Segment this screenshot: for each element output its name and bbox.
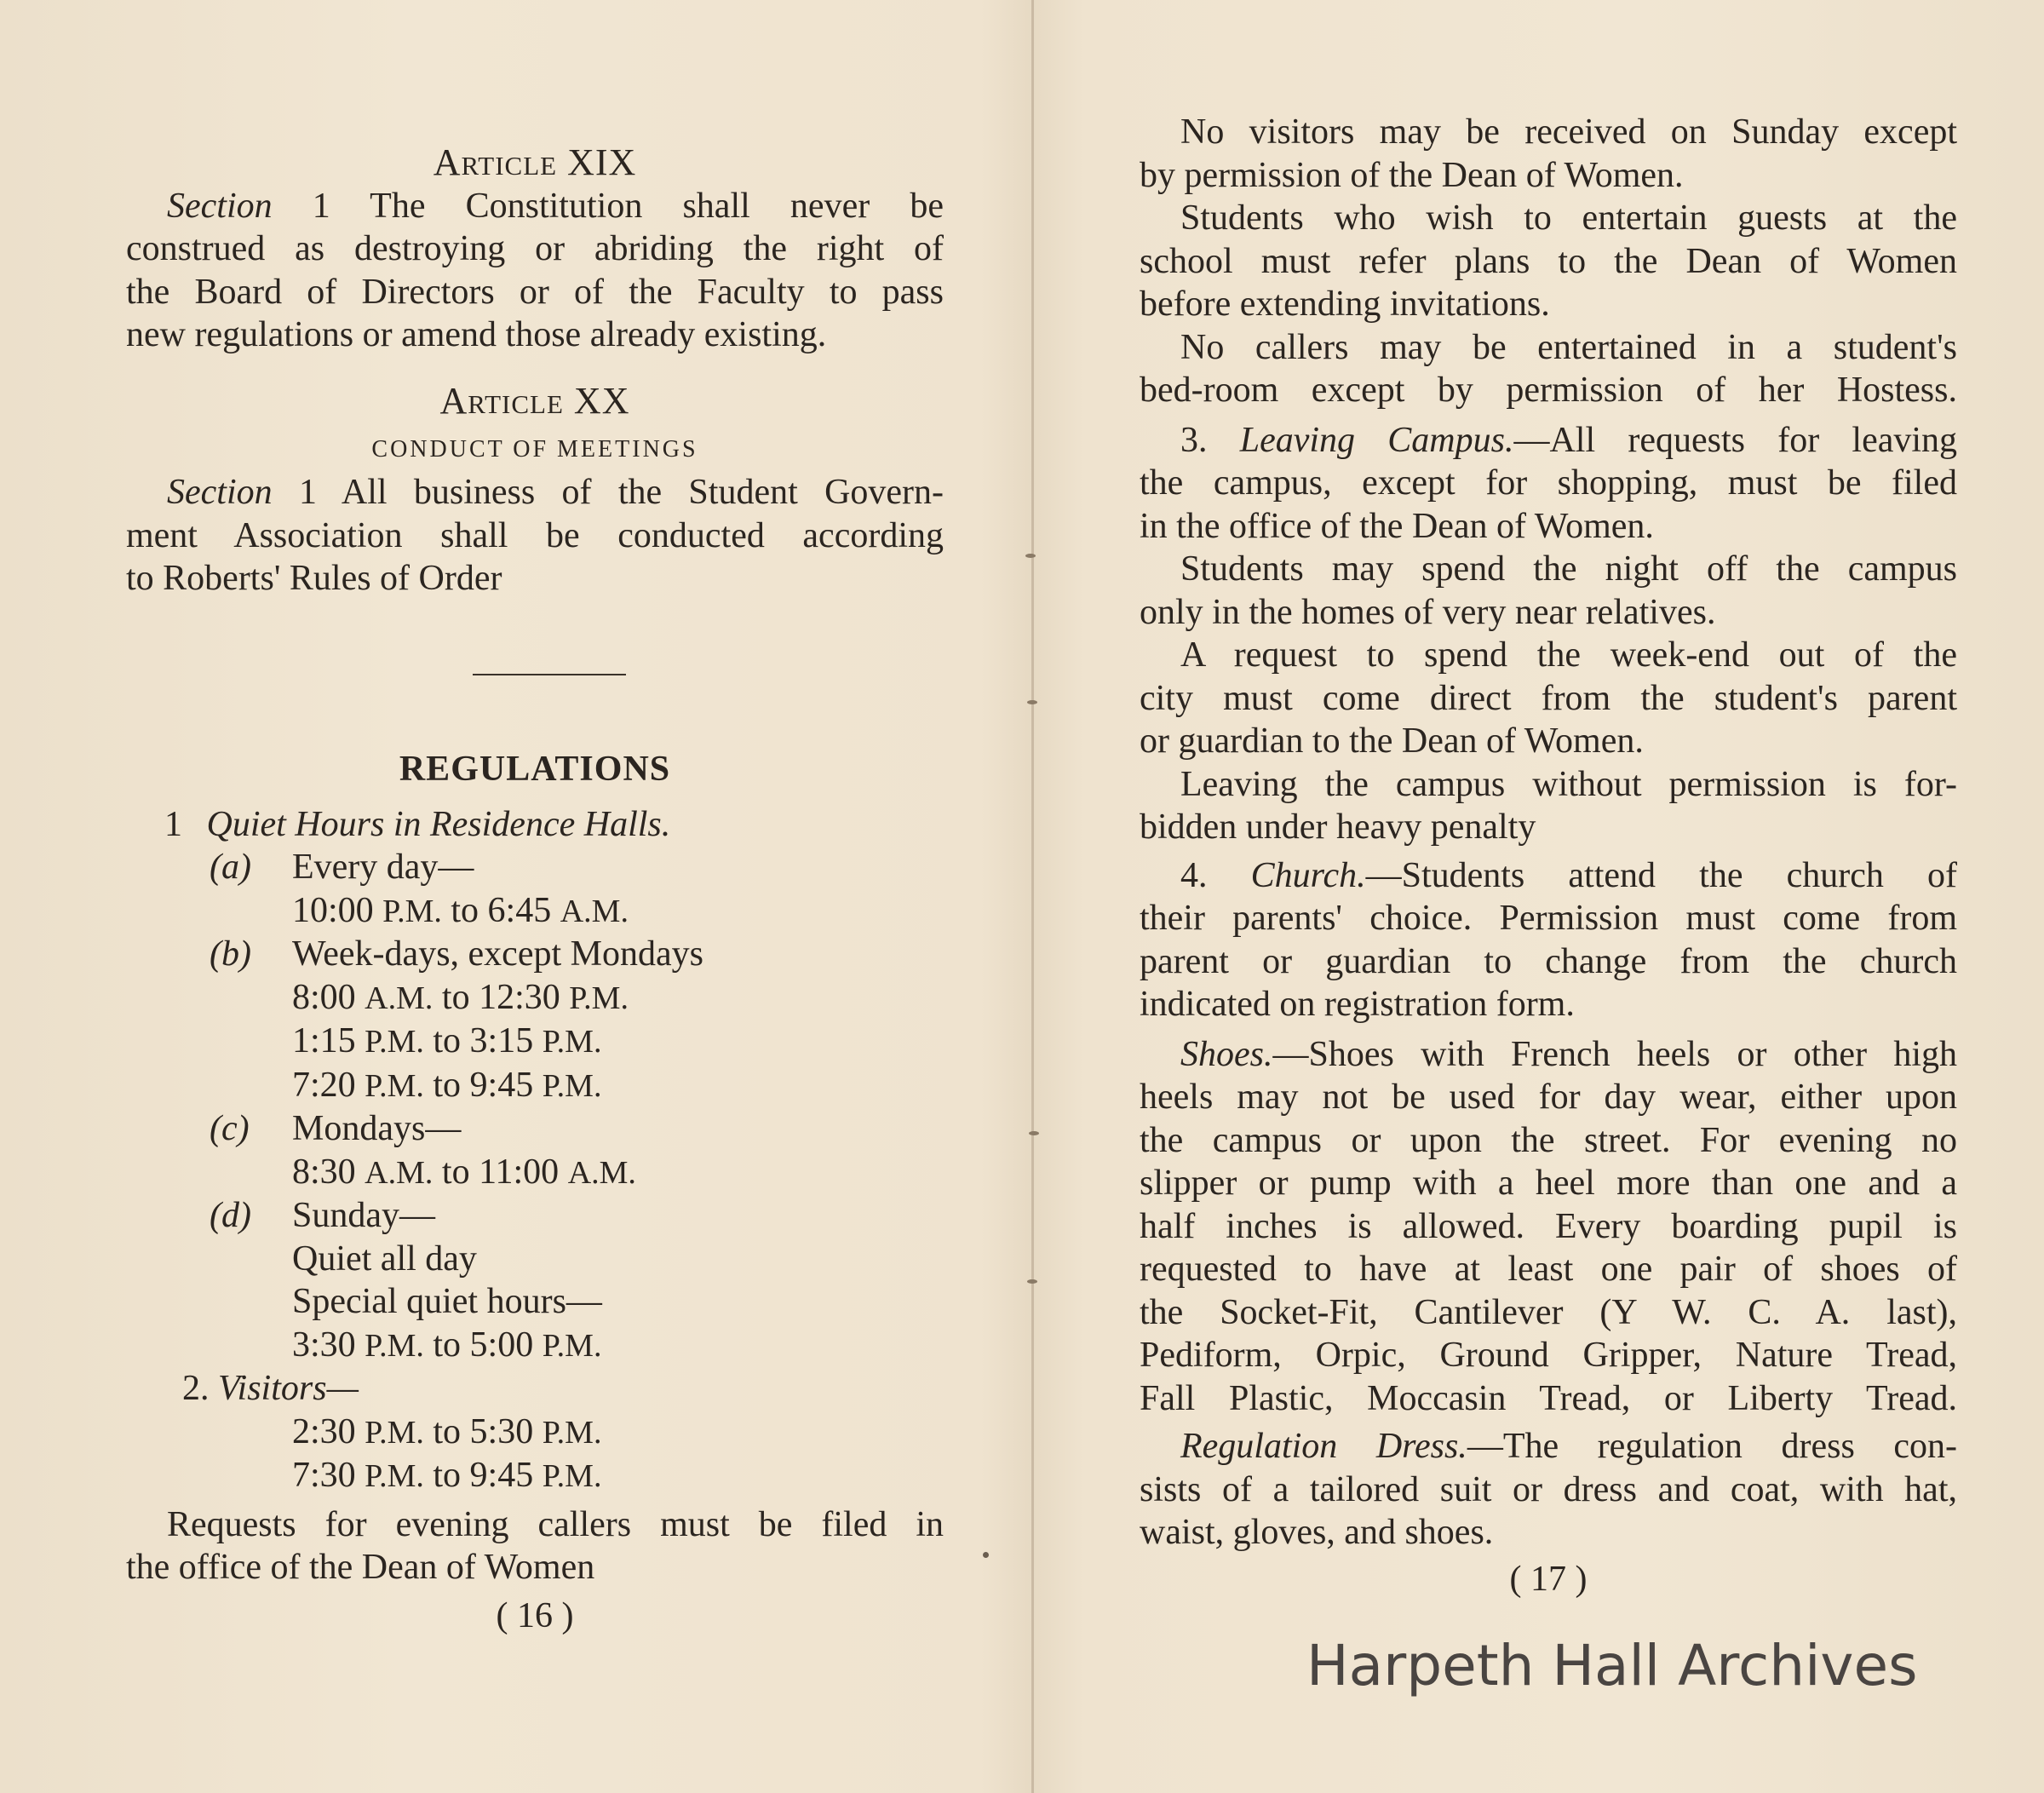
visitors-heading (126, 1367, 944, 1411)
time-suffix: P.M. (365, 1458, 424, 1494)
church-line-1 (1140, 854, 1957, 898)
dress-text-1: —The regulation dress con- (1467, 1427, 1957, 1466)
time-suffix: A.M. (365, 980, 433, 1016)
time-suffix: P.M. (542, 1024, 602, 1060)
p5-line-3: or guardian to the Dean of Women. (1140, 721, 1644, 761)
leaving-line-2: the campus, except for shopping, must be filed (1140, 463, 1957, 503)
article-xx-line-2: ment Association shall be conducted according (126, 515, 944, 555)
leaving-line-1 (1140, 419, 1957, 463)
time-range: Quiet all day (292, 1238, 477, 1279)
time-range: 8:00 A.M. to 12:30 P.M. (292, 977, 629, 1017)
shoes-title: Shoes. (1180, 1034, 1273, 1074)
section-divider (473, 674, 626, 675)
page-number-left: ( 16 ) (496, 1595, 574, 1635)
shoes-text-1: —Shoes with French heels or other high (1272, 1034, 1957, 1074)
staple-mark (1025, 554, 1036, 558)
time-suffix: P.M. (569, 980, 629, 1016)
item-letter: (d) (210, 1196, 251, 1235)
article-xix-line-1 (126, 185, 944, 228)
time-range: 10:00 P.M. to 6:45 A.M. (292, 890, 629, 930)
quiet-hours-heading (126, 803, 944, 847)
p1-line-1: No visitors may be received on Sunday except (1180, 112, 1957, 152)
time-suffix: A.M. (567, 1154, 636, 1191)
time-range: 1:15 P.M. to 3:15 P.M. (292, 1021, 602, 1060)
dress-line-3: waist, gloves, and shoes. (1140, 1513, 1494, 1552)
staple-mark (1029, 1131, 1039, 1135)
time-range: 3:30 P.M. to 5:00 P.M. (292, 1325, 602, 1365)
closing-line-1: Requests for evening callers must be filed in (167, 1504, 944, 1544)
quiet-hours-item (126, 846, 944, 889)
article-xx (126, 380, 944, 601)
leaving-text-1: —All requests for leaving (1513, 420, 1958, 460)
section-num: 1 (312, 186, 330, 226)
leaving-num: 3. (1180, 420, 1208, 460)
church-title: Church. (1250, 855, 1366, 895)
time-range: 8:30 A.M. to 11:00 A.M. (292, 1152, 636, 1192)
quiet-hours-list (126, 846, 944, 1367)
article-xx-text-1: All business of the Student Govern- (341, 473, 944, 512)
shoes-line: heels may not be used for day wear, either upon (1140, 1078, 1957, 1117)
article-xx-line-3: to Roberts' Rules of Order (126, 559, 502, 598)
visitor-time-range: 2:30 P.M. to 5:30 P.M. (292, 1411, 602, 1451)
dress-line-2: sists of a tailored suit or dress and coat, with hat, (1140, 1469, 1957, 1509)
section-label: Section (167, 186, 273, 226)
quiet-hours-item (126, 1194, 944, 1238)
time-range: Special quiet hours— (292, 1282, 602, 1321)
item-letter: (b) (210, 934, 251, 974)
shoes-line: slipper or pump with a heel more than one and a (1140, 1164, 1957, 1203)
p2-line-1: Students who wish to entertain guests at the (1180, 198, 1957, 238)
right-page-body (1140, 111, 1957, 1600)
leaving-line-3: in the office of the Dean of Women. (1140, 506, 1654, 546)
quiet-hours-item (126, 1107, 944, 1151)
paper-speck (983, 1552, 989, 1558)
p6-line-1: Leaving the campus without permission is for- (1180, 764, 1957, 804)
visitors-title: Visitors— (218, 1369, 359, 1408)
p3-line-2: bed-room except by permission of her Hostess. (1140, 371, 1957, 410)
shoes-line: Fall Plastic, Moccasin Tread, or Liberty Tread. (1140, 1378, 1957, 1418)
archive-watermark: Harpeth Hall Archives (1306, 1633, 1918, 1698)
item-label: Every day— (292, 848, 474, 887)
time-suffix: P.M. (365, 1327, 424, 1364)
item-label: Sunday— (292, 1196, 435, 1235)
p1-line-2: by permission of the Dean of Women. (1140, 155, 1684, 195)
time-suffix: P.M. (365, 1414, 424, 1451)
p2-line-3: before extending invitations. (1140, 284, 1550, 324)
quiet-hours-num: 1 (164, 804, 182, 844)
article-xx-heading: Article XX (439, 380, 630, 422)
p2-line-2: school must refer plans to the Dean of Women (1140, 241, 1957, 281)
time-suffix: P.M. (382, 893, 442, 929)
dress-title: Regulation Dress. (1180, 1427, 1467, 1466)
quiet-hours-item (126, 933, 944, 976)
church-num: 4. (1180, 855, 1208, 895)
time-suffix: P.M. (542, 1414, 602, 1451)
p5-line-1: A request to spend the week-end out of the (1180, 635, 1957, 675)
dress-line-1 (1140, 1425, 1957, 1468)
shoes-line: the Socket-Fit, Cantilever (Y W. C. A. last), (1140, 1292, 1957, 1332)
shoes-line-1 (1140, 1033, 1957, 1077)
church-line-2: their parents' choice. Permission must come from (1140, 899, 1957, 938)
regulations (126, 748, 944, 1637)
visitors-num: 2. (182, 1369, 210, 1408)
staple-mark (1027, 1279, 1037, 1284)
item-letter: (a) (210, 848, 251, 887)
church-line-4: indicated on registration form. (1140, 985, 1575, 1024)
section-num: 1 (298, 473, 317, 512)
time-suffix: P.M. (365, 1067, 424, 1104)
time-suffix: P.M. (542, 1458, 602, 1494)
shoes-line: half inches is allowed. Every boarding pupil is (1140, 1206, 1957, 1246)
p4-line-2: only in the homes of very near relatives. (1140, 592, 1716, 632)
shoes-line: requested to have at least one pair of shoes of (1140, 1250, 1957, 1289)
article-xix-heading: Article XIX (433, 141, 637, 183)
article-xix-line-3: the Board of Directors or of the Faculty to pass (126, 272, 944, 312)
p6-line-2: bidden under heavy penalty (1140, 807, 1536, 847)
regulations-title: REGULATIONS (399, 750, 671, 789)
shoes-paragraph (1140, 1076, 1957, 1420)
article-xix-line-2: construed as destroying or abriding the right of (126, 229, 944, 268)
church-line-3: parent or guardian to change from the church (1140, 941, 1957, 981)
visitors-times (126, 1411, 944, 1498)
article-xx-line-1 (126, 471, 944, 514)
p3-line-1: No callers may be entertained in a student's (1180, 327, 1957, 367)
staple-mark (1027, 700, 1037, 704)
quiet-hours-title: Quiet Hours in Residence Halls. (206, 804, 671, 844)
visitor-time-range: 7:30 P.M. to 9:45 P.M. (292, 1456, 602, 1495)
time-suffix: P.M. (365, 1024, 424, 1060)
shoes-line: Pediform, Orpic, Ground Gripper, Nature Tread, (1140, 1336, 1957, 1375)
article-xx-subheading: CONDUCT OF MEETINGS (371, 435, 698, 463)
time-suffix: A.M. (365, 1154, 433, 1191)
shoes-line: the campus or upon the street. For evening no (1140, 1120, 1957, 1160)
time-suffix: P.M. (542, 1067, 602, 1104)
article-xix-line-4: new regulations or amend those already existing. (126, 315, 827, 354)
item-label: Mondays— (292, 1109, 462, 1148)
article-xix (126, 141, 944, 357)
closing-line-2: the office of the Dean of Women (126, 1548, 595, 1587)
book-gutter (1031, 0, 1034, 1793)
article-xix-text-1: The Constitution shall never be (370, 186, 944, 226)
item-letter: (c) (210, 1109, 250, 1148)
p4-line-1: Students may spend the night off the campus (1180, 549, 1957, 589)
item-label: Week-days, except Mondays (292, 934, 703, 974)
section-label: Section (167, 473, 273, 512)
time-suffix: P.M. (542, 1327, 602, 1364)
page-number-right: ( 17 ) (1509, 1559, 1588, 1599)
time-range: 7:20 P.M. to 9:45 P.M. (292, 1065, 602, 1105)
church-text-1: —Students attend the church of (1365, 855, 1958, 895)
leaving-title: Leaving Campus. (1239, 420, 1514, 460)
p5-line-2: city must come direct from the student's parent (1140, 678, 1957, 718)
time-suffix: A.M. (560, 893, 629, 929)
